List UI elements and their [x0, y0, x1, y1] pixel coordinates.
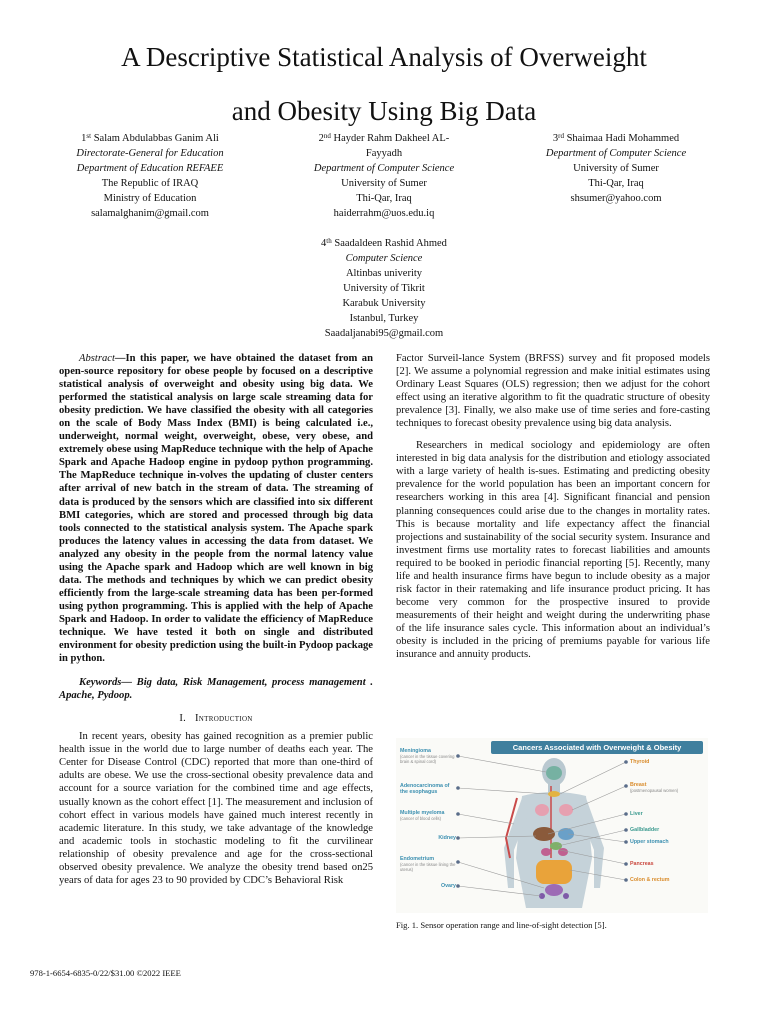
author-name: 1st Salam Abdulabbas Ganim Ali — [81, 132, 219, 144]
author-email: salamalghanim@gmail.com — [91, 208, 209, 219]
author-email: shsumer@yahoo.com — [570, 193, 662, 204]
author-affiliation: Directorate-General for Education — [76, 148, 224, 159]
author-block-1 — [45, 131, 255, 221]
author-affiliation: Istanbul, Turkey — [349, 313, 419, 324]
author-email: Saadaljanabi95@gmail.com — [324, 328, 444, 339]
figure-label-colon: Colon & rectum — [630, 877, 670, 883]
figure-label-meningioma: Meningioma (cancer in the tissue covering brain & spinal cord) — [400, 748, 455, 764]
figure-label-pancreas: Pancreas — [630, 861, 654, 867]
figure-label-gallbladder: Gallbladder — [630, 827, 660, 833]
title-line-1: A Descriptive Statistical Analysis of Overweight — [121, 42, 647, 72]
figure-label-upper-stomach: Upper stomach — [630, 839, 669, 845]
author-block-3 — [514, 131, 718, 206]
figure-label-breast: Breast (postmenopausal women) — [630, 782, 679, 793]
author-affiliation: Thi-Qar, Iraq — [588, 178, 644, 189]
author-email: haiderrahm@uos.edu.iq — [333, 208, 435, 219]
figure-caption: Fig. 1. Sensor operation range and line-of-sight detection [5]. — [396, 920, 607, 930]
figure-label-liver: Liver — [630, 811, 643, 817]
author-affiliation: The Republic of IRAQ — [101, 178, 199, 189]
author-affiliation: Thi-Qar, Iraq — [356, 193, 412, 204]
abstract-label: Abstract — [79, 353, 115, 364]
author-affiliation: Department of Computer Science — [313, 163, 455, 174]
author-name-cont: Fayyadh — [365, 148, 403, 159]
figure-label-kidney: Kidney — [438, 835, 456, 841]
author-name: 3rd Shaimaa Hadi Mohammed — [552, 132, 680, 144]
figure-label-esophagus: Adenocarcinoma of the esophagus — [400, 783, 450, 795]
abstract: Abstract—In this paper, we have obtained the dataset from an open-source repository for obese people by focused on a descriptive statistical analysis of overweight and obesity using big data. We performed the statistical analysis on large scale streaming data for obesity prediction. We have classified the obesity with all categories on the scale of Body Mass Index (BMI) is being calculated i.e., underweight, normal weight, overweight, obese, very obese, and extremely obese using MapReduce technique with the help of Apache Spark and Apache Hadoop engine in pydoop python programming. The MapReduce technique in-volves the updating of cluster centers after arrival of new batch in the stream of data. The streaming of data is produced by the sensors which are classified into six different BMI categories, which are stored and processed through big data tools connected to the statistical analysis system. The Apache spark produces the latency values in accessing the data from dataset. We analyzed any obesity in the people from the normal latency value using the Apache spark and Hadoop which are well known in big data. The methods and techniques by which we can predict obesity efficiently from the large-scale streaming data has been per-formed using python programming. This is applied with the help of Apache Spark and Hadoop. In order to validate the efficiency of MapReduce technique. We have tested it both on single and distributed environment for obesity prediction using the built-in Pydoop package in python. — [59, 353, 373, 665]
figure-label-ovary: Ovary — [440, 883, 456, 889]
left-column — [59, 352, 373, 887]
author-affiliation: University of Tikrit — [343, 283, 425, 294]
paper-title — [20, 30, 748, 138]
author-affiliation: University of Sumer — [341, 178, 427, 189]
intro-paragraph-1: In recent years, obesity has gained recognition as a premier public health issue in the world due to large number of deaths each year. The Center for Disease Control (CDC) reported that more than one-third of adults are obese. We use the cross-sectional obesity prevalence data and account for a source variation for the combined time and age effects, usually known as the cohort effect [1]. The measurement and inclusion of cohort effect in various models have gained much interest recently in academic literature. In this study, we take advantage of the knowledge and academic tools in stochastic modeling to fit the curvilinear relationship of obesity prevalence and age for the cross-sectional observed obesity prevalence. We analyze the obesity trend based on25 years of data for ages 23 to 90 provided by CDC’s Behavioral Risk — [59, 731, 373, 886]
right-column — [396, 352, 710, 661]
keywords-label: Keywords— — [79, 677, 132, 689]
section-heading-introduction: I. Introduction — [179, 713, 253, 725]
author-affiliation: Ministry of Education — [103, 193, 197, 204]
figure-1-cancers-illustration — [396, 738, 708, 913]
figure-label-myeloma: Multiple myeloma (cancer of blood cells) — [400, 810, 445, 821]
figure-title: Cancers Associated with Overweight & Obesity — [491, 741, 703, 754]
author-name: 4th Saadaldeen Rashid Ahmed — [321, 237, 447, 249]
copyright-footer: 978-1-6654-6835-0/22/$31.00 ©2022 IEEE — [30, 968, 181, 978]
author-affiliation: Altinbas univerity — [345, 268, 423, 279]
intro-paragraph-continued: Factor Surveil-lance System (BRFSS) survey and fit proposed models [2]. We assume a polynomial regression and make initial estimates using Ordinary Least Squares (OLS) regression; then we adjust for the cohort effect using an iterative algorithm to fit the quadratic structure of obesity prevalence [3]. Finally, we also make use of time series and fore-casting techniques to forecast obesity prevalence using big data analysis. — [396, 353, 710, 430]
keywords-text: Big data, Risk Management, process management . Apache, Pydoop. — [59, 677, 373, 702]
figure-label-thyroid: Thyroid — [630, 759, 650, 765]
author-affiliation: University of Sumer — [573, 163, 659, 174]
author-affiliation: Karabuk University — [342, 298, 426, 309]
title-line-2: and Obesity Using Big Data — [231, 96, 537, 126]
intro-paragraph-2: Researchers in medical sociology and epidemiology are often interested in big data analysis for the distribution and etiology associated with a large variety of health is-sues. Estimating and predicting obesity prevalence for the world population has been an important concern for researchers working in this area [4]. Significant financial and pension planning consequences could arise due to the changes in mortality rates. This is because mortality and life expectancy affect the financial projections and sustainability of the social security system. Insurance and investment firms use mortality rates to forecast liabilities and amounts required to be booked in periodic financial reporting [5]. Recently, many life and health insurance firms have begun to include obesity as a major risk factor in their ratemaking and life insurance product pricing. It has become very common for the prospective insured to provide measurements of their height and weight during the underwriting phase of the life insurance sales cycle. This information about an individual’s obesity is included in the pricing of premiums payable for various life insurance and annuity products. — [396, 440, 710, 661]
keywords — [59, 676, 373, 702]
author-name: 2nd Hayder Rahm Dakheel AL- — [318, 132, 450, 144]
author-affiliation: Department of Computer Science — [545, 148, 687, 159]
author-affiliation: Computer Science — [345, 253, 423, 264]
author-affiliation: Department of Education REFAEE — [76, 163, 224, 174]
author-block-2 — [278, 131, 490, 221]
body-silhouette — [504, 758, 604, 908]
author-block-4 — [284, 236, 484, 341]
abstract-text: In this paper, we have obtained the dataset from an open-source repository for obese people by focused on a descriptive statistical analysis of overweight and obesity using big data. We performed the statistical analysis on large scale streaming data for obesity prediction. We have classified the obesity with all categories on the scale of Body Mass Index (BMI) is being calculated i.e., underweight, normal weight, overweight, obese, very obese, and extremely obese using MapReduce technique with the help of Apache Spark and Apache Hadoop engine in pydoop python programming. The MapReduce technique in-volves the updating of cluster centers after arrival of new batch in the stream of data. The streaming of data is produced by the sensors which are classified into six different BMI categories, which are stored and processed through big data tools connected to the statistical analysis system. The Apache spark produces the latency values in accessing the data from dataset. We analyzed any obesity in the people from the normal latency value using the Apache spark and Hadoop which are well known in big data. The methods and techniques by which we can predict obesity efficiently from the large-scale streaming data has been per-formed using python programming. This is applied with the help of Apache Spark and Hadoop. In order to validate the efficiency of MapReduce technique. We have tested it both on single and distributed environment for obesity prediction using the built-in Pydoop package in python. — [59, 353, 373, 665]
figure-label-endometrium: Endometrium (cancer in the tissue lining the uterus) — [400, 856, 456, 872]
